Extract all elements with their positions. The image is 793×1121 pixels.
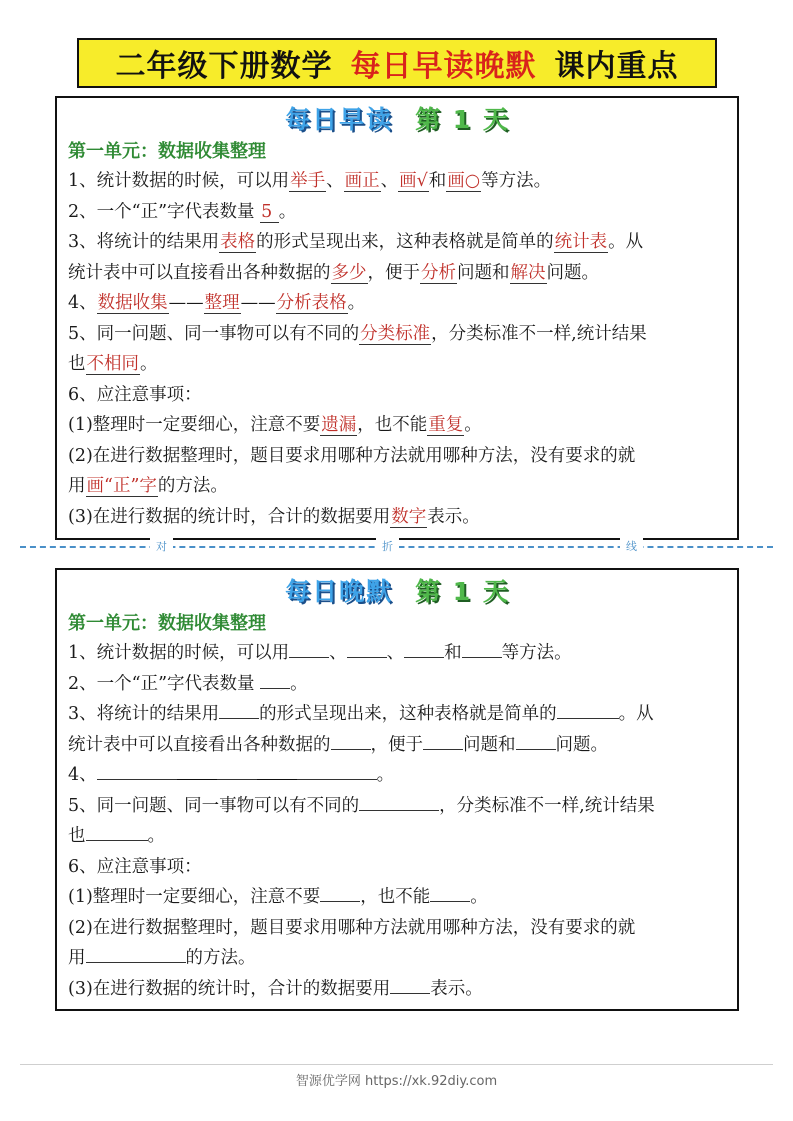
morning-line-8: 6、应注意事项：	[68, 384, 202, 405]
text: 、	[386, 643, 405, 663]
text: 。	[347, 293, 366, 313]
text: 。	[290, 673, 308, 694]
text: 问题和	[457, 262, 510, 283]
footer-watermark: 智源优学网 https://xk.92diy.com	[295, 1074, 498, 1089]
dash	[177, 767, 217, 780]
blank[interactable]	[516, 731, 556, 750]
blank[interactable]	[347, 639, 387, 658]
text: 4、	[68, 293, 97, 313]
text: 也	[68, 354, 86, 374]
text: ——	[240, 293, 276, 313]
blank[interactable]	[297, 761, 377, 780]
blank[interactable]	[331, 731, 371, 750]
morning-line-10: (2)在进行数据整理时，题目要求用哪种方法就用哪种方法，没有要求的就	[68, 445, 636, 466]
evening-line-2	[68, 669, 727, 700]
blank[interactable]	[557, 700, 619, 719]
blank[interactable]	[462, 639, 502, 658]
text: 3、将统计的结果用	[68, 232, 220, 252]
blank[interactable]	[86, 944, 186, 963]
evening-line-9	[68, 882, 727, 913]
text: 问题。	[555, 734, 608, 755]
text: 。从	[618, 704, 654, 724]
dash	[257, 767, 297, 780]
morning-line-12	[68, 502, 727, 533]
answer: 分析表格	[276, 293, 347, 313]
blank[interactable]	[97, 761, 177, 780]
morning-line-2	[68, 197, 727, 228]
answer: 画正	[344, 171, 380, 191]
text: ，也不能	[357, 415, 428, 435]
answer: 遗漏	[321, 415, 357, 435]
text: 的方法。	[185, 948, 256, 968]
text: 的形式呈现出来，这种表格就是简单的	[259, 704, 557, 724]
answer: 多少	[331, 262, 367, 283]
blank[interactable]	[86, 822, 148, 841]
morning-line-5	[68, 288, 727, 319]
answer: 不相同	[86, 354, 139, 374]
text: (3)在进行数据的统计时，合计的数据要用	[68, 978, 391, 999]
morning-line-1	[68, 166, 727, 197]
evening-line-12	[68, 974, 727, 1005]
text: 。	[464, 415, 482, 435]
blank[interactable]	[217, 761, 257, 780]
text: 。	[140, 354, 158, 374]
text: ，也不能	[360, 887, 431, 907]
text: 。	[470, 887, 488, 907]
answer: 表格	[220, 232, 256, 252]
answer: 画“正”字	[86, 476, 157, 496]
fold-label-3: 线	[620, 538, 643, 554]
text: 和	[428, 171, 447, 191]
text: 1、统计数据的时候，可以用	[68, 171, 290, 191]
blank[interactable]	[430, 883, 470, 902]
answer: 统计表	[554, 232, 608, 252]
text: 2、一个“正”字代表数量	[68, 673, 261, 694]
text: 。	[147, 826, 165, 846]
morning-line-6	[68, 319, 727, 350]
blank[interactable]	[289, 639, 329, 658]
text: 的方法。	[157, 476, 228, 496]
answer: 画√	[399, 171, 428, 191]
text: 表示。	[427, 506, 480, 527]
text: 5、同一问题、同一事物可以有不同的	[68, 795, 360, 816]
text: ，分类标准不一样,统计结果	[431, 323, 647, 344]
evening-line-1	[68, 638, 727, 669]
evening-recall-card	[55, 568, 739, 1011]
answer: 分类标准	[360, 323, 431, 344]
title-grade: 二年级下册数学	[115, 49, 333, 84]
text: 2、一个“正”字代表数量	[68, 201, 261, 222]
text: 5、同一问题、同一事物可以有不同的	[68, 323, 360, 344]
morning-unit-heading: 第一单元：数据收集整理	[68, 141, 266, 162]
footer-divider	[20, 1064, 773, 1065]
text: 统计表中可以直接看出各种数据的	[68, 262, 331, 283]
text: 问题。	[546, 262, 599, 283]
morning-card-title	[68, 102, 727, 138]
evening-line-4	[68, 730, 727, 761]
morning-line-3	[68, 227, 727, 258]
text: ——	[168, 293, 204, 313]
answer: 数据收集	[97, 293, 168, 313]
text: 的形式呈现出来，这种表格就是简单的	[256, 232, 554, 252]
fold-line	[20, 540, 773, 562]
evening-card-title	[68, 574, 727, 610]
blank[interactable]	[390, 975, 430, 994]
morning-line-11	[68, 471, 727, 502]
text: 用	[68, 476, 86, 496]
answer: 举手	[290, 171, 326, 191]
text: ，分类标准不一样,统计结果	[439, 795, 655, 816]
title-highlight: 每日早读晚默	[350, 49, 537, 84]
text: 、	[329, 643, 347, 663]
blank[interactable]	[260, 670, 290, 689]
evening-line-6	[68, 791, 727, 822]
evening-day-text: 第 1 天	[415, 577, 510, 606]
text: 问题和	[463, 734, 516, 755]
evening-line-7	[68, 821, 727, 852]
blank[interactable]	[219, 700, 259, 719]
fold-label-1: 对	[150, 538, 173, 554]
morning-title-text: 每日早读	[285, 105, 394, 134]
evening-line-5	[68, 760, 727, 791]
text: 统计表中可以直接看出各种数据的	[68, 734, 331, 755]
answer: 重复	[428, 415, 464, 435]
morning-line-7	[68, 349, 727, 380]
answer: 解决	[510, 262, 546, 283]
text: (1)整理时一定要细心，注意不要	[68, 415, 321, 435]
evening-line-3	[68, 699, 727, 730]
text: 等方法。	[481, 171, 552, 191]
answer: 整理	[204, 293, 240, 313]
morning-line-4	[68, 258, 727, 289]
text: 等方法。	[501, 643, 572, 663]
text: 和	[444, 643, 462, 663]
evening-line-11	[68, 943, 727, 974]
morning-line-9	[68, 410, 727, 441]
morning-reading-card	[55, 96, 739, 540]
blank[interactable]	[404, 639, 444, 658]
text: 、	[380, 171, 399, 191]
title-focus: 课内重点	[554, 49, 679, 84]
page-title-banner	[77, 38, 717, 88]
morning-day-text: 第 1 天	[415, 105, 510, 134]
fold-label-2: 折	[376, 538, 399, 554]
text: 4、	[68, 765, 97, 785]
evening-line-8: 6、应注意事项：	[68, 856, 202, 877]
text: 。从	[608, 232, 644, 252]
text: 。	[278, 201, 297, 222]
text: 3、将统计的结果用	[68, 704, 220, 724]
text: 、	[326, 171, 344, 191]
answer: 画○	[447, 171, 481, 191]
text: 。	[376, 765, 395, 785]
evening-unit-heading: 第一单元：数据收集整理	[68, 613, 266, 634]
text: 表示。	[430, 978, 483, 999]
evening-title-text: 每日晚默	[285, 577, 394, 606]
blank[interactable]	[423, 731, 463, 750]
answer: 数字	[391, 506, 427, 527]
blank[interactable]	[359, 792, 439, 811]
text: 也	[68, 826, 86, 846]
blank[interactable]	[320, 883, 360, 902]
answer: 5	[261, 201, 278, 222]
evening-line-10: (2)在进行数据整理时，题目要求用哪种方法就用哪种方法，没有要求的就	[68, 917, 636, 938]
text: 1、统计数据的时候，可以用	[68, 643, 290, 663]
text: 用	[68, 948, 86, 968]
text: (1)整理时一定要细心，注意不要	[68, 887, 321, 907]
text: (3)在进行数据的统计时，合计的数据要用	[68, 506, 391, 527]
text: ，便于	[370, 734, 423, 755]
text: ，便于	[367, 262, 420, 283]
answer: 分析	[421, 262, 456, 283]
